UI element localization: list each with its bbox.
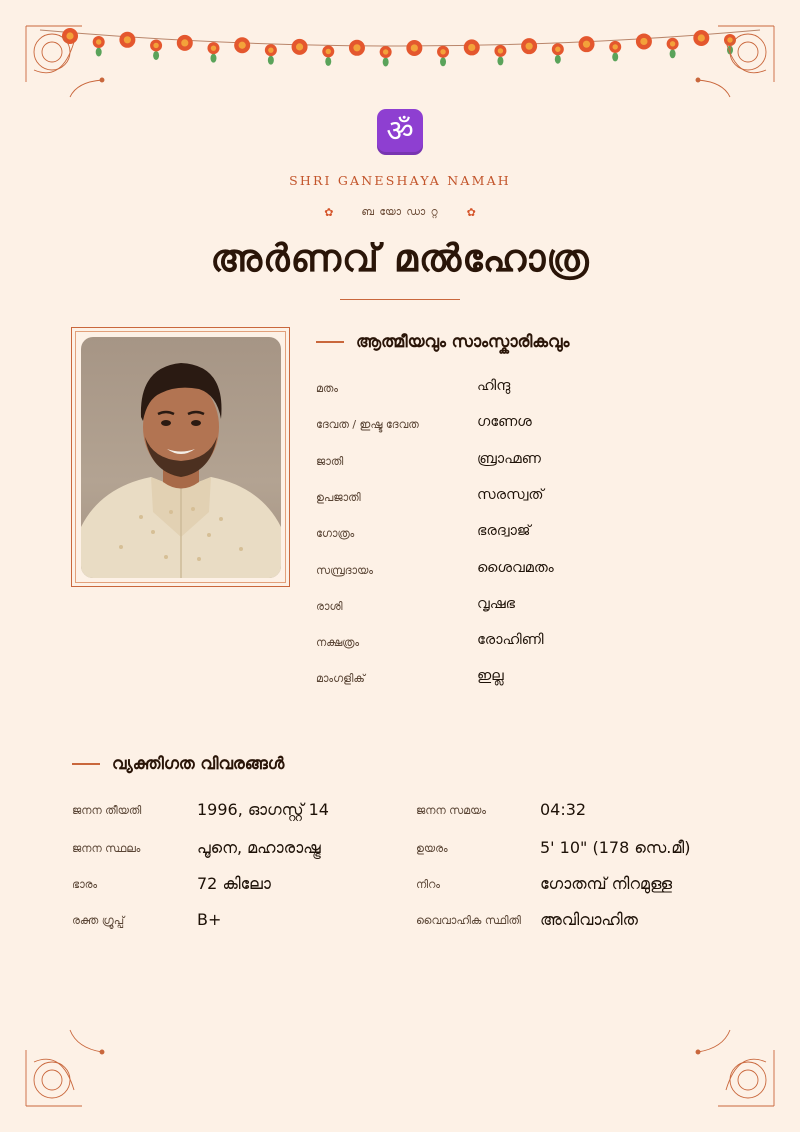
marigold-flower (437, 46, 449, 66)
marigold-flower (609, 41, 621, 62)
invocation-text: SHRI GANESHAYA NAMAH (289, 173, 511, 188)
marigold-flower (150, 39, 162, 60)
section-title-text: വ്യക്തിഗത വിവരങ്ങൾ (112, 754, 285, 773)
detail-value: വൃഷഭ (477, 595, 515, 612)
corner-ornament-bottom-right (678, 1010, 778, 1110)
personal-value: പൂനെ, മഹാരാഷ്ട്ര (197, 838, 321, 857)
corner-ornament-bottom-left (22, 1010, 122, 1110)
flower-icon: ✿ (466, 206, 476, 219)
detail-value: ബ്രാഹ്മണ (477, 450, 541, 467)
detail-value: ഹിന്ദു (477, 378, 511, 394)
detail-label: മതം (316, 382, 339, 395)
biodata-label: ബ യോ ഡാ റ്റ (361, 206, 439, 218)
detail-value: സരസ്വത് (477, 486, 544, 503)
marigold-flower (265, 44, 277, 64)
personal-label: രക്ത ഗ്രൂപ്പ് (72, 914, 125, 927)
marigold-flower (521, 38, 537, 54)
section-title-text: ആത്മീയവും സാംസ്കാരികവും (356, 332, 570, 351)
marigold-flower (207, 42, 219, 63)
marigold-flower (322, 45, 334, 66)
personal-value: 5' 10" (178 സെ.മീ) (540, 838, 691, 857)
section-dash (72, 763, 100, 765)
detail-label: ദേവത / ഇഷ്ട ദേവത (316, 418, 419, 432)
detail-label: ജാതി (316, 454, 344, 468)
marigold-flower (464, 39, 480, 55)
detail-value: ശൈവമതം (477, 559, 554, 576)
detail-label: നക്ഷത്രം (316, 636, 360, 650)
personal-label: ഉയരം (416, 842, 448, 855)
section-dash (316, 341, 344, 343)
portrait-illustration (81, 337, 281, 578)
marigold-flower (292, 39, 308, 55)
marigold-flower (234, 37, 250, 53)
profile-photo (81, 337, 281, 578)
marigold-flower (636, 33, 652, 49)
personal-value: 04:32 (540, 800, 587, 819)
personal-label: ജനന തീയതി (72, 804, 142, 817)
spiritual-section-title (316, 332, 569, 352)
name-divider (340, 299, 460, 300)
marigold-flower (406, 40, 422, 56)
om-icon (377, 109, 423, 155)
marigold-flower (177, 35, 193, 51)
candidate-name: അർണവ് മൽഹോത്ര (210, 236, 590, 280)
marigold-flower (349, 40, 365, 56)
detail-label: മാംഗളിക് (316, 672, 365, 686)
corner-ornament-top-right (678, 22, 778, 117)
detail-value: ഭരദ്വാജ് (477, 523, 531, 540)
flower-icon: ✿ (324, 206, 334, 219)
detail-label: ഗോത്രം (316, 527, 355, 541)
marigold-flower (494, 45, 506, 66)
personal-label: ജനന സമയം (416, 804, 487, 817)
personal-label: ജനന സ്ഥലം (72, 842, 141, 855)
detail-label: ഉപജാതി (316, 490, 361, 504)
personal-value: അവിവാഹിത (540, 910, 638, 929)
personal-section-title (72, 754, 284, 774)
personal-label: ഭാരം (72, 878, 98, 891)
detail-value: ഇല്ല (477, 668, 504, 685)
personal-value: B+ (197, 910, 222, 929)
detail-value: രോഹിണി (477, 632, 544, 649)
marigold-flower (552, 43, 564, 64)
marigold-flower (667, 38, 679, 59)
biodata-heading (0, 206, 800, 219)
detail-value: ഗണേശ (477, 414, 532, 431)
detail-label: രാശി (316, 599, 343, 613)
detail-label: സമ്പ്രദായം (316, 563, 373, 577)
personal-label: വൈവാഹിക സ്ഥിതി (416, 914, 521, 927)
marigold-flower (579, 36, 595, 52)
personal-value: 72 കിലോ (197, 874, 271, 893)
personal-value: 1996, ഓഗസ്റ്റ് 14 (197, 800, 329, 819)
om-symbol: ॐ (386, 114, 414, 149)
corner-ornament-top-left (22, 22, 122, 117)
personal-label: നിറം (416, 878, 441, 891)
personal-value: ഗോതമ്പ് നിറമുള്ള (540, 874, 673, 893)
marigold-flower (380, 46, 392, 66)
